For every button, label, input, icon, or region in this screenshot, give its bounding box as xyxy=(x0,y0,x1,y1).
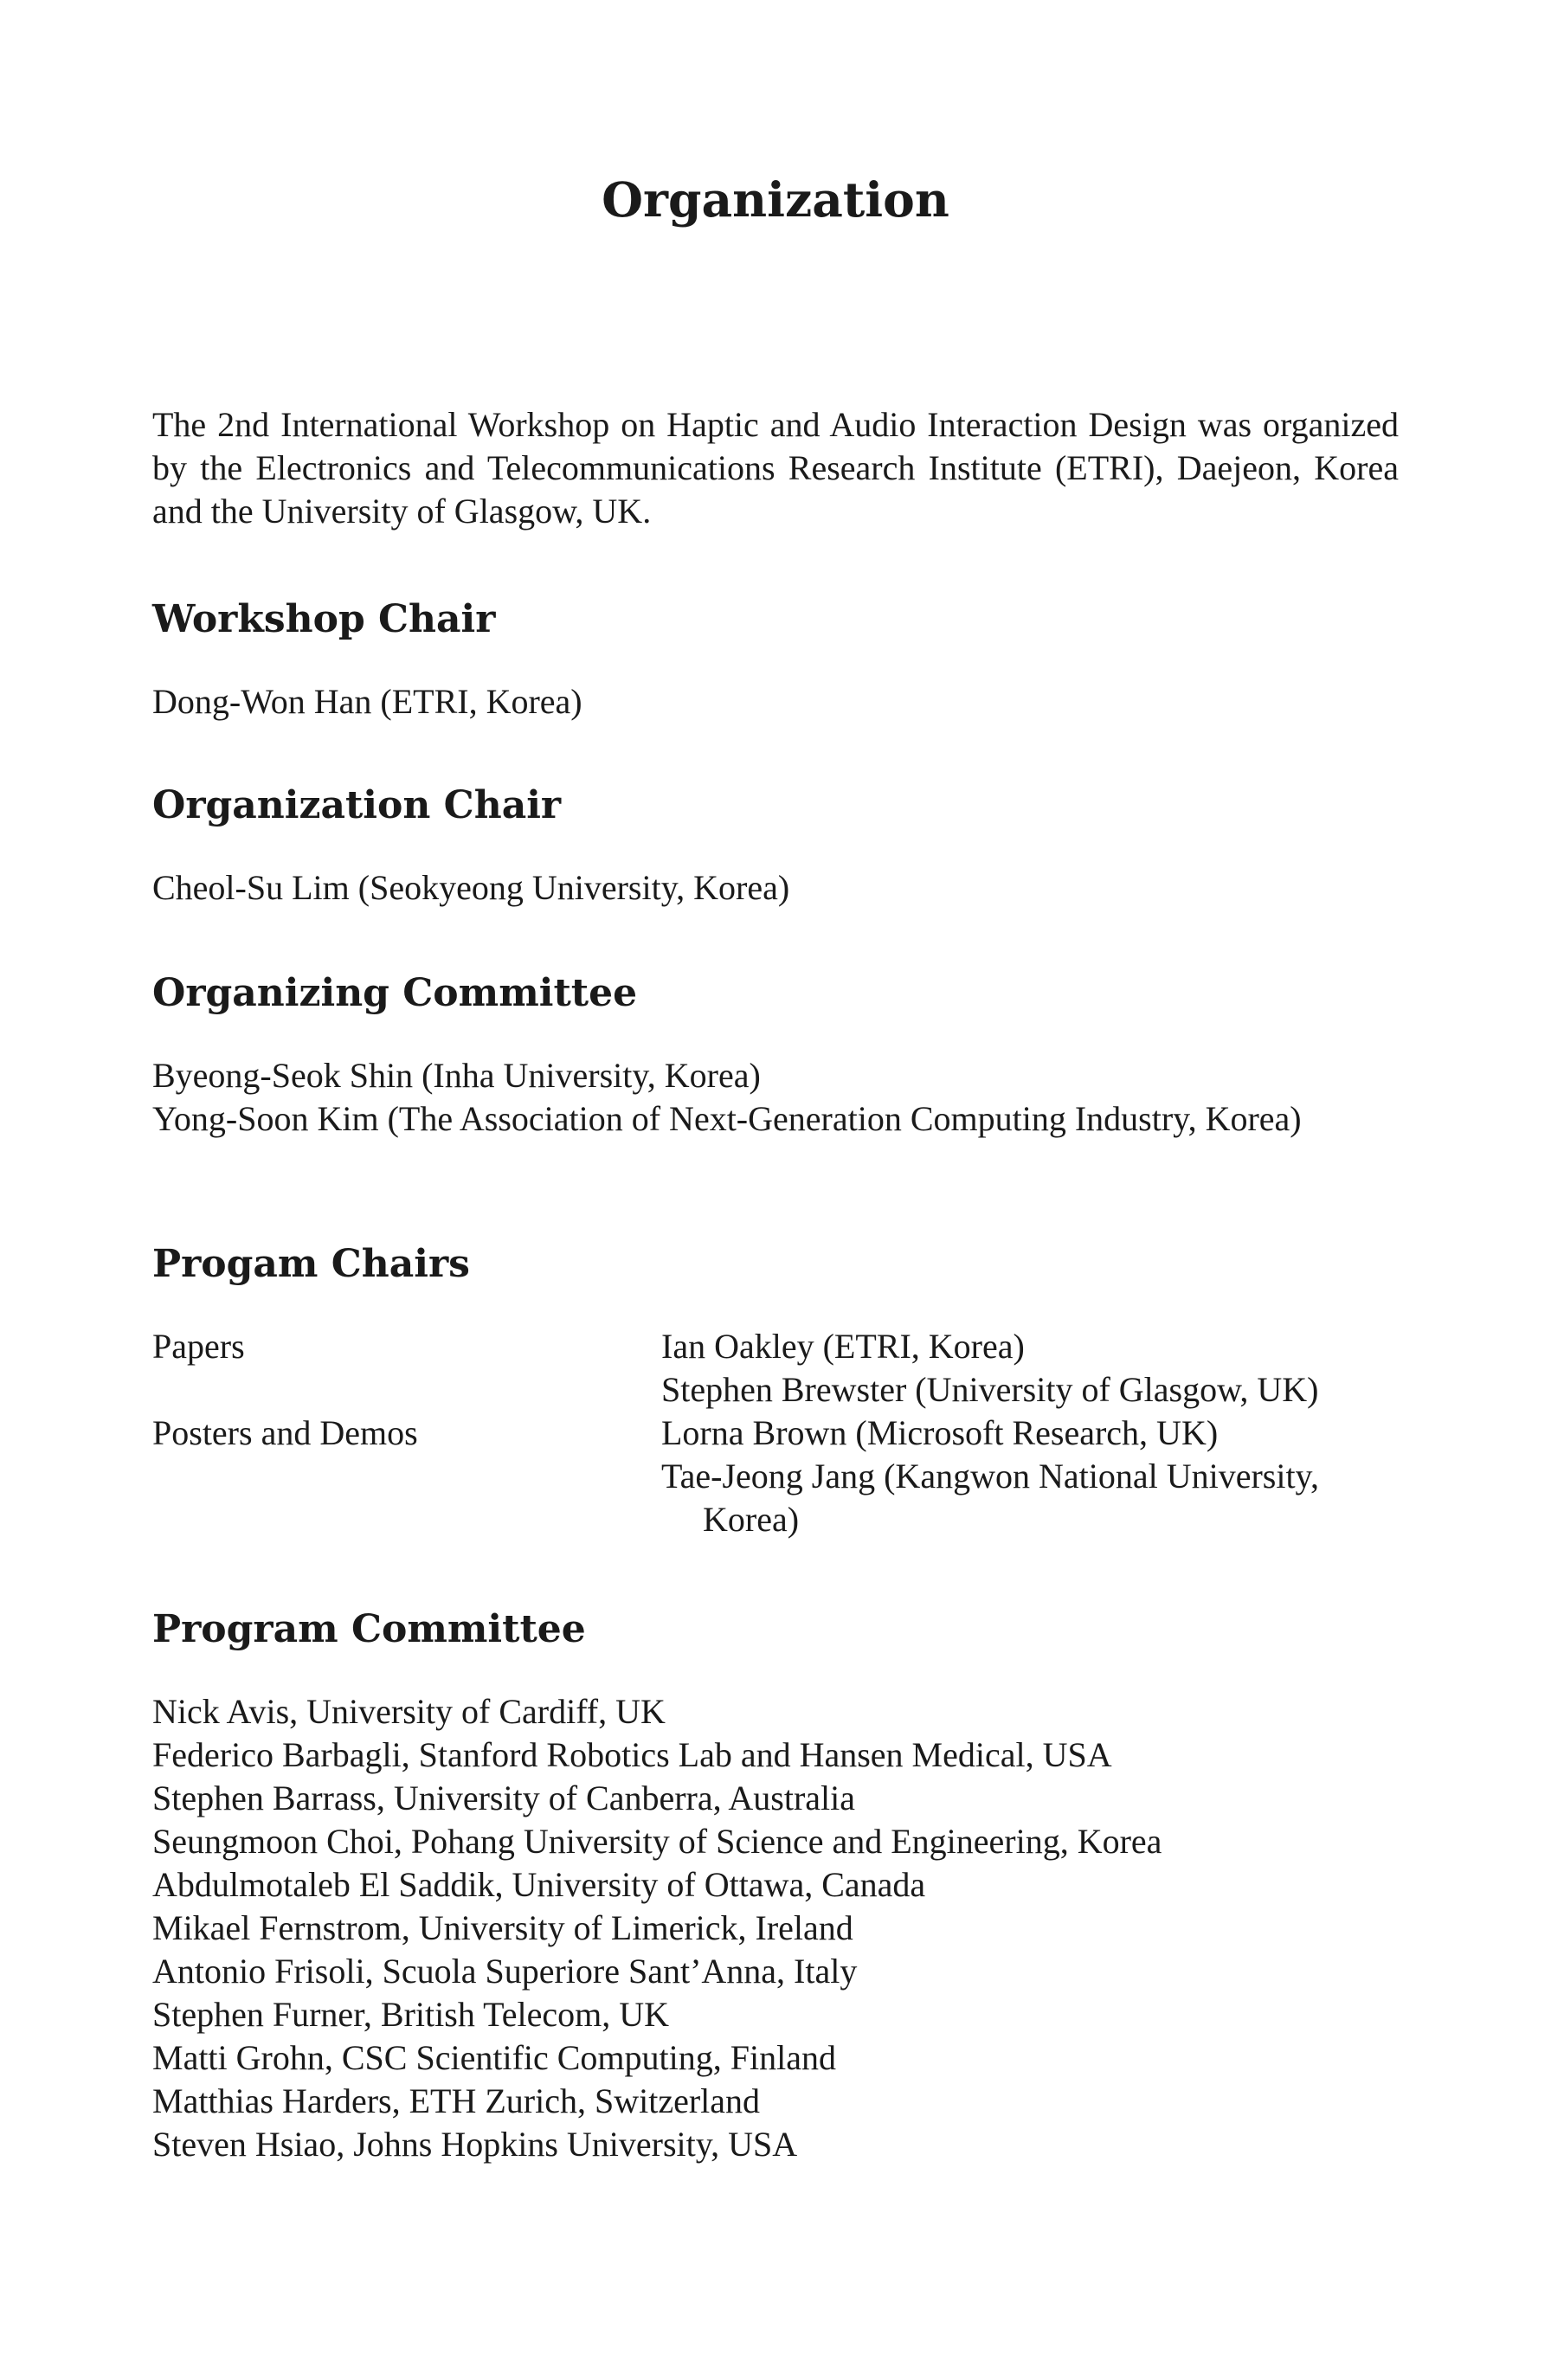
program-committee-section xyxy=(152,1605,1399,2166)
program-chairs-role: Posters and Demos xyxy=(152,1413,418,1452)
program-committee-member: Federico Barbagli, Stanford Robotics Lab and Hansen Medical, USA xyxy=(152,1735,1112,1774)
program-chair-member: Stephen Brewster (University of Glasgow, UK) xyxy=(661,1370,1319,1409)
program-chairs-members xyxy=(661,1412,1399,1541)
program-committee-member: Nick Avis, University of Cardiff, UK xyxy=(152,1692,666,1731)
program-committee-member: Stephen Barrass, University of Canberra, Australia xyxy=(152,1779,856,1817)
program-committee-member: Stephen Furner, British Telecom, UK xyxy=(152,1995,669,2034)
intro-paragraph: The 2nd International Workshop on Haptic and Audio Interaction Design was organized by the Electronics and Telecommunications Research Institute (ETRI), Daejeon, Korea and the University of Glasgow, UK. xyxy=(152,405,1399,531)
program-chairs-section xyxy=(152,1240,1399,1541)
organization-chair-section xyxy=(152,782,1399,910)
program-committee-member: Steven Hsiao, Johns Hopkins University, USA xyxy=(152,2125,798,2164)
program-chair-member: Tae-Jeong Jang (Kangwon National University, Korea) xyxy=(661,1457,1319,1539)
program-committee-member: Seungmoon Choi, Pohang University of Science and Engineering, Korea xyxy=(152,1822,1162,1861)
program-chair-member: Ian Oakley (ETRI, Korea) xyxy=(661,1327,1025,1366)
workshop-chair-section xyxy=(152,595,1399,724)
program-committee-member: Mikael Fernstrom, University of Limerick, Ireland xyxy=(152,1908,853,1947)
workshop-chair-heading: Workshop Chair xyxy=(152,597,496,641)
program-committee-member: Antonio Frisoli, Scuola Superiore Sant’Anna, Italy xyxy=(152,1952,858,1991)
program-committee-heading: Program Committee xyxy=(152,1607,586,1651)
program-committee-member: Matthias Harders, ETH Zurich, Switzerland xyxy=(152,2081,761,2120)
organization-chair-member: Cheol-Su Lim (Seokyeong University, Korea) xyxy=(152,868,790,907)
workshop-chair-member: Dong-Won Han (ETRI, Korea) xyxy=(152,682,582,721)
organizing-committee-member: Byeong-Seok Shin (Inha University, Korea) xyxy=(152,1056,761,1095)
program-chairs-role: Papers xyxy=(152,1327,245,1366)
organizing-committee-member: Yong-Soon Kim (The Association of Next-Generation Computing Industry, Korea) xyxy=(152,1099,1302,1138)
program-chair-member: Lorna Brown (Microsoft Research, UK) xyxy=(661,1413,1219,1452)
program-chairs-group-papers xyxy=(152,1325,1399,1412)
organizing-committee-heading: Organizing Committee xyxy=(152,971,638,1015)
program-committee-member: Matti Grohn, CSC Scientific Computing, Finland xyxy=(152,2038,836,2077)
program-chairs-group-posters xyxy=(152,1412,1399,1541)
page-title: Organization xyxy=(602,171,949,228)
organization-chair-heading: Organization Chair xyxy=(152,783,562,827)
organizing-committee-section xyxy=(152,969,1399,1141)
program-committee-member: Abdulmotaleb El Saddik, University of Ottawa, Canada xyxy=(152,1865,926,1904)
program-chairs-members xyxy=(661,1325,1399,1412)
program-chairs-heading: Progam Chairs xyxy=(152,1242,470,1286)
